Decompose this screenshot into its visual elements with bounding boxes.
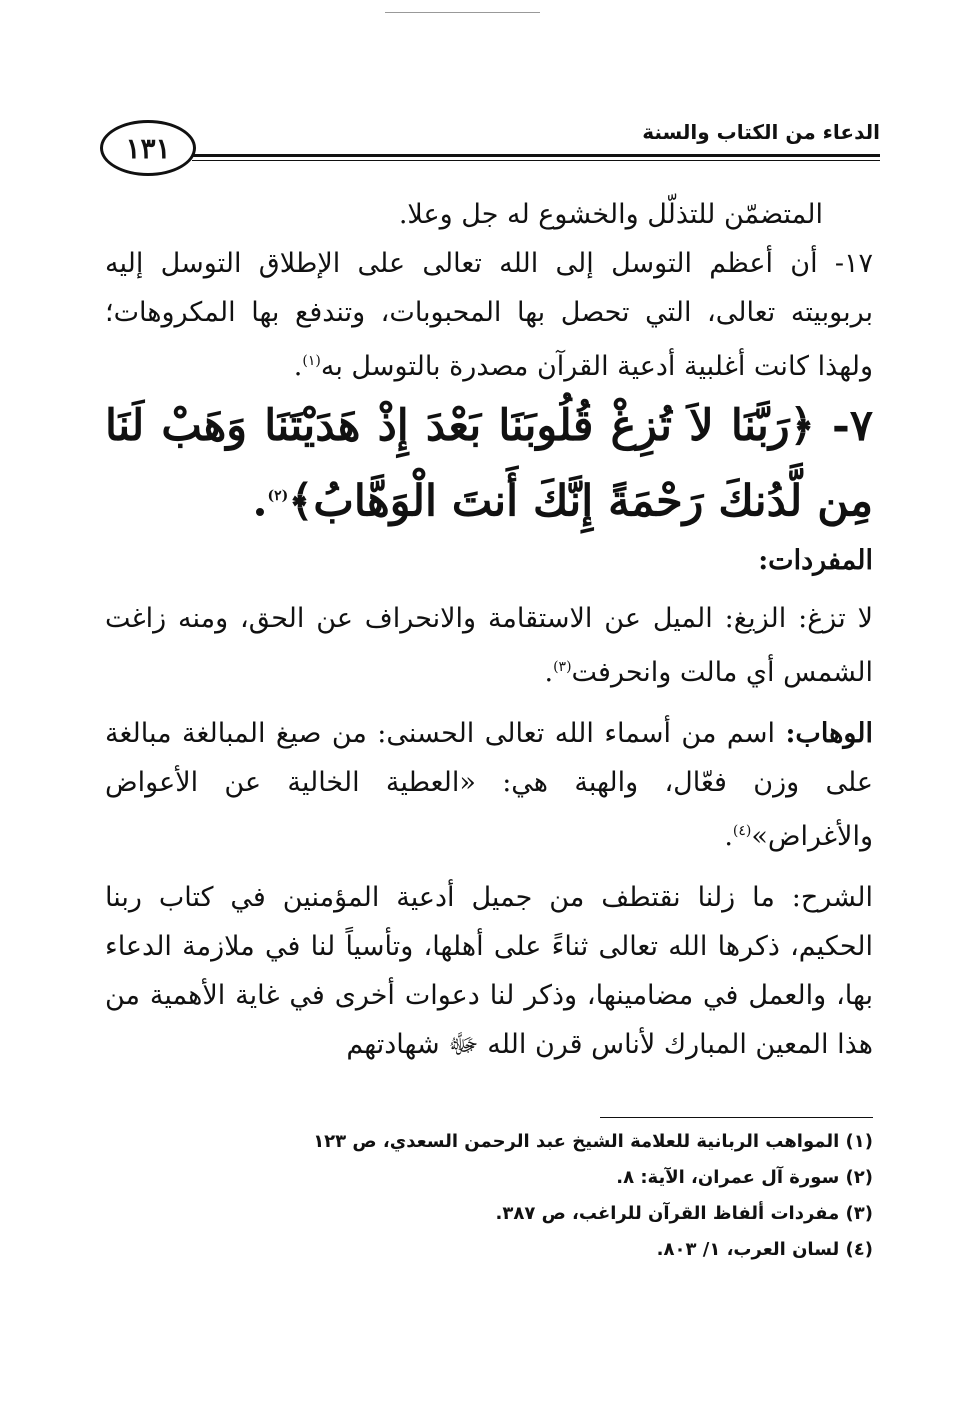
vocab-al-wahhab: الوهاب: اسم من أسماء الله تعالى الحسنى: من صيغ المبالغة مبالغة على وزن فعّال، والهبة هي: «العطية الخالية عن الأعواض والأغراض»$^{(٤)}$. bbox=[105, 718, 873, 853]
footnote-ref-2: (٢) bbox=[267, 488, 289, 504]
footnote-ref-4: (٤) bbox=[732, 823, 752, 840]
footnote-ref-1: (١) bbox=[302, 353, 321, 369]
footnotes bbox=[105, 1124, 873, 1268]
point-17-paragraph: ١٧- أن أعظم التوسل إلى الله تعالى على الإطلاق التوسل إليه بربوبيته تعالى، التي تحصل بها المحبوبات، وتندفع بها المكروهات؛ ولهذا كانت أغلبية أدعية القرآن مصدرة بالتوسل به$^{(١)}$. bbox=[105, 248, 873, 382]
vocab-la-tuzigh: لا تزغ: الزيغ: الميل عن الاستقامة والانحراف عن الحق، ومنه زاغت الشمس أي مالت وانحرفت$^{(٣)}$. bbox=[105, 603, 873, 689]
footnote-ref-3: (٣) bbox=[553, 659, 572, 676]
page-number: ١٣١ bbox=[100, 120, 196, 176]
footnote-3: (٣) مفردات ألفاظ القرآن للراغب، ص ٣٨٧. bbox=[495, 1203, 873, 1224]
page-header bbox=[100, 118, 880, 184]
footnote-separator bbox=[600, 1117, 873, 1118]
quran-verse: ٧- ﴿رَبَّنَا لاَ تُزِغْ قُلُوبَنَا بَعْدَ إِذْ هَدَيْتَنَا وَهَبْ لَنَا مِن لَّدُنكَ رَحْمَةً إِنَّكَ أَنتَ الْوَهَّابُ﴾$^{(٢)}$. bbox=[105, 401, 873, 527]
book-title: الدعاء من الكتاب والسنة bbox=[642, 120, 880, 144]
paragraph-continuation: المتضمّن للتذلّل والخشوع له جل وعلا. bbox=[398, 199, 823, 230]
top-rule bbox=[385, 12, 540, 13]
footnote-4: (٤) لسان العرب، ١/ ٨٠٣. bbox=[656, 1239, 873, 1260]
header-rule bbox=[192, 154, 880, 161]
footnote-2: (٢) سورة آل عمران، الآية: ٨. bbox=[616, 1167, 873, 1188]
footnote-1: (١) المواهب الربانية للعلامة الشيخ عبد الرحمن السعدي، ص ١٢٣ bbox=[313, 1131, 873, 1152]
main-text bbox=[105, 190, 873, 1069]
sharh-paragraph: الشرح: ما زلنا نقتطف من جميل أدعية المؤمنين في كتاب ربنا الحكيم، ذكرها الله تعالى ثناءً على أهلها، وتأسياً لنا في ملازمة الدعاء بها، والعمل في مضامينها، وذكر لنا دعوات أخرى في غاية الأهمية من هذا المعين المبارك لأناس قرن الله ﷻ شهادتهم bbox=[105, 882, 873, 1061]
vocab-heading: المفردات: bbox=[758, 545, 873, 577]
